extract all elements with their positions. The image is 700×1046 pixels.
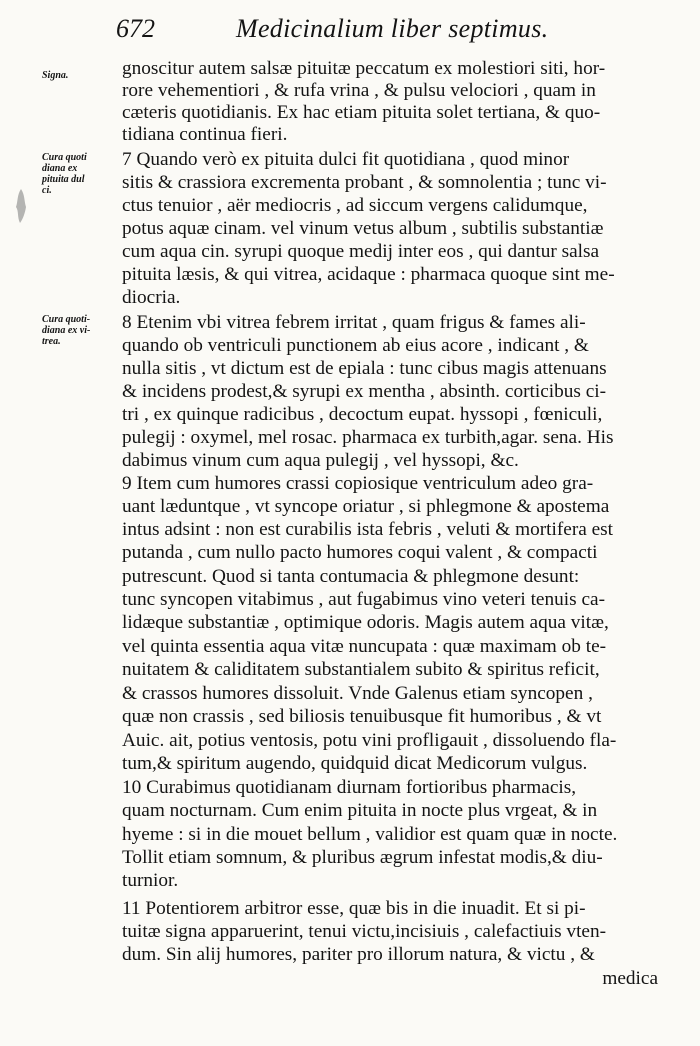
margin-note-line: diana ex: [42, 163, 78, 174]
running-title: Medicinalium liber septimus.: [236, 14, 549, 43]
running-head: [116, 14, 676, 48]
margin-note-line: diana ex vi-: [42, 325, 91, 336]
margin-note-line: Cura quoti-: [42, 314, 91, 325]
text-line: pituita læsis, & qui vitrea, acidaque : pharmaca quoque sint me-: [122, 264, 615, 285]
text-line: nuitatem & caliditatem substantialem subito & spiritus reficit,: [122, 659, 600, 680]
text-line: tidiana continua fieri.: [122, 124, 288, 145]
text-line: tuitæ signa apparuerint, tenui victu,incisiuis , calefactiuis vten-: [122, 921, 607, 942]
text-line: ctus tenuior , aër mediocris , ad siccum vergens calidumque,: [122, 195, 588, 216]
margin-note-line: trea.: [42, 336, 61, 347]
text-line: tum,& spiritum augendo, quidquid dicat Medicorum vulgus.: [122, 753, 588, 774]
text-line: tunc syncopen vitabimus , aut fugabimus vino veteri tenuis ca-: [122, 589, 605, 610]
page-number: 672: [116, 14, 155, 43]
text-line: cum aqua cin. syrupi quoque medij inter eos , qui dantur salsa: [122, 241, 600, 262]
text-line: quæ non crassis , sed biliosis tenuibusque fit humoribus , & vt: [122, 706, 602, 727]
text-line: Tollit etiam somnum, & pluribus ægrum infestat modis,& diu-: [122, 847, 603, 868]
margin-note-line: Cura quoti: [42, 152, 87, 163]
text-line: cæteris quotidianis. Ex hac etiam pituita solet tertiana, & quo-: [122, 102, 601, 123]
text-line: 7 Quando verò ex pituita dulci fit quotidiana , quod minor: [122, 149, 570, 170]
text-line: nulla sitis , vt dictum est de epiala : tunc cibus magis attenuans: [122, 358, 607, 379]
text-line: intus adsint : non est curabilis ista febris , veluti & mortifera est: [122, 519, 614, 540]
text-line: 10 Curabimus quotidianam diurnam fortioribus pharmacis,: [122, 777, 577, 798]
margin-note-cura-dulci: [42, 152, 122, 196]
text-line: Auic. ait, potius ventosis, potu vini profligauit , dissoluendo fla-: [122, 730, 617, 751]
text-line: 9 Item cum humores crassi copiosique ventriculum adeo gra-: [122, 473, 594, 494]
catchword: medica: [602, 968, 658, 989]
text-line: 8 Etenim vbi vitrea febrem irritat , quam frigus & fames ali-: [122, 312, 586, 333]
margin-note-line: ci.: [42, 185, 52, 196]
margin-note-line: pituita dul: [42, 174, 85, 185]
text-line: dabimus vinum cum aqua pulegij , vel hyssopi, &c.: [122, 450, 519, 471]
text-line: putrescunt. Quod si tanta contumacia & phlegmone desunt:: [122, 566, 580, 587]
text-line: sitis & crassiora excrementa probant , & somnolentia ; tunc vi-: [122, 172, 607, 193]
text-line: & crassos humores dissoluit. Vnde Galenus etiam syncopen ,: [122, 683, 593, 704]
text-line: hyeme : si in die mouet bellum , validior est quam quæ in nocte.: [122, 824, 618, 845]
margin-note-line: Signa.: [42, 70, 69, 81]
text-line: vel quinta essentia aqua vitæ nuncupata : quæ maximam ob te-: [122, 636, 607, 657]
text-line: 11 Potentiorem arbitror esse, quæ bis in die inuadit. Et si pi-: [122, 898, 586, 919]
text-line: pulegij : oxymel, mel rosac. pharmaca ex turbith,agar. sena. His: [122, 427, 614, 448]
text-line: putanda , cum nullo pacto humores coqui valent , & compacti: [122, 542, 598, 563]
text-line: uant læduntque , vt syncope oriatur , si phlegmone & apostema: [122, 496, 610, 517]
text-line: turnior.: [122, 870, 179, 891]
text-line: dum. Sin alij humores, pariter pro illorum natura, & victu , &: [122, 944, 595, 965]
text-line: quando ob ventriculi punctionem ab eius acore , indicant , &: [122, 335, 589, 356]
text-line: tri , ex quinque radicibus , decoctum eupat. hyssopi , fœniculi,: [122, 404, 603, 425]
text-line: lidæque substantiæ , optimique odoris. Magis autem aqua vitæ,: [122, 612, 609, 633]
ink-blot: [14, 187, 28, 227]
text-line: potus aquæ cinam. vel vinum vetus album , subtilis substantiæ: [122, 218, 604, 239]
text-line: gnoscitur autem salsæ pituitæ peccatum ex molestiori siti, hor-: [122, 58, 606, 79]
text-line: rore vehementiori , & rufa vrina , & pulsu velociori , quam in: [122, 80, 596, 101]
text-line: & incidens prodest,& syrupi ex mentha , absinth. corticibus ci-: [122, 381, 607, 402]
margin-note-signa: [42, 70, 122, 81]
text-line: quam nocturnam. Cum enim pituita in nocte plus vrgeat, & in: [122, 800, 598, 821]
margin-note-cura-vitrea: [42, 314, 122, 347]
text-line: diocria.: [122, 287, 181, 308]
